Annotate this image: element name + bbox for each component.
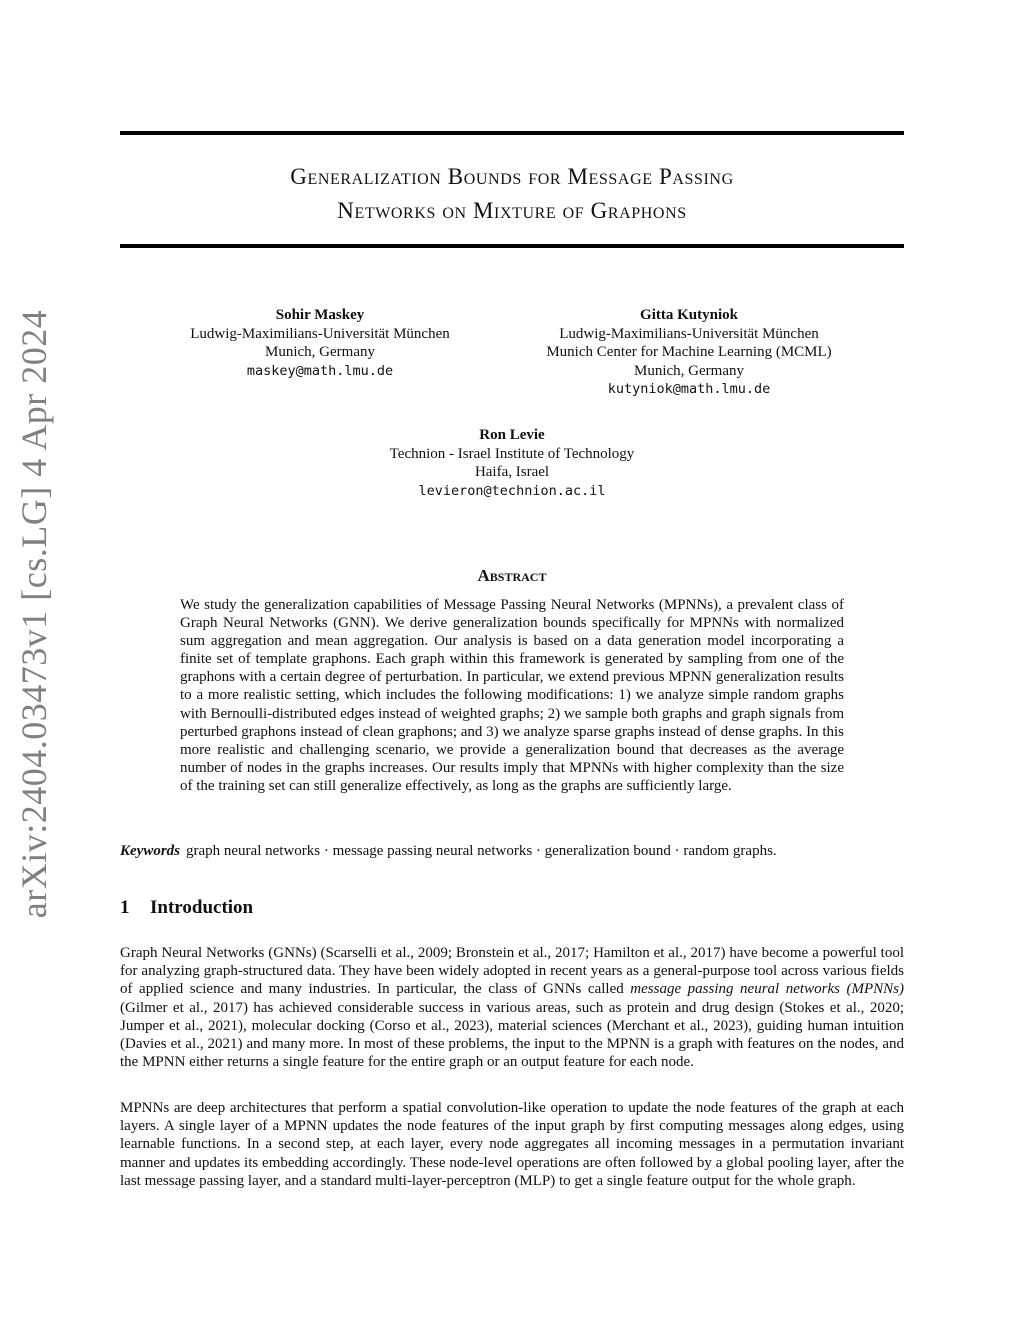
author-affiliation: Ludwig-Maximilians-Universität München <box>559 325 819 342</box>
title-rule-top <box>120 131 904 135</box>
keywords-label: Keywords <box>120 843 180 859</box>
section-heading-introduction <box>120 897 253 919</box>
keywords-text: graph neural networks · message passing neural networks · generalization bound · random graphs. <box>186 843 777 859</box>
arxiv-stamp <box>14 309 55 918</box>
section-title: Introduction <box>150 897 254 918</box>
author-email: kutyniok@math.lmu.de <box>607 381 771 397</box>
author-affiliation: Ludwig-Maximilians-Universität München <box>190 325 450 342</box>
intro-paragraph-2: MPNNs are deep architectures that perform a spatial convolution-like operation to update the node features of the graph at each layers. A single layer of a MPNN updates the node features of the input graph by first computing messages along edges, using learnable functions. In a second step, at each layer, every node aggregates all incoming messages in a permutation invariant manner and updates its embedding accordingly. These node-level operations are often followed by a global pooling layer, after the last message passing layer, and a standard multi-layer-perceptron (MLP) to get a single feature output for the whole graph. <box>120 1100 904 1189</box>
title-line-1: Generalization Bounds for Message Passing <box>290 164 734 189</box>
author-name: Sohir Maskey <box>275 307 365 323</box>
author-location: Haifa, Israel <box>474 464 550 480</box>
author-affiliation: Technion - Israel Institute of Technology <box>389 445 635 462</box>
author-location: Munich, Germany <box>265 344 375 360</box>
author-email: maskey@math.lmu.de <box>246 362 394 379</box>
paper-title <box>120 160 904 228</box>
author-block-levie <box>362 426 662 500</box>
paragraph-emphasis: message passing neural networks (MPNNs) <box>630 981 904 998</box>
paragraph-text: (Gilmer et al., 2017) has achieved considerable success in various areas, such as protein and drug design (Stokes et al., 2020; Jumper et al., 2021), molecular docking (Corso et al., 2023), material sciences (Merchant et al., 2023), guiding human intuition (Davies et al., 2021) and many more. In most of these problems, the input to the MPNN is a graph with features on the nodes, and the MPNN either returns a single feature for the entire graph or an output feature for each node. <box>120 999 904 1071</box>
author-affiliation-2: Munich Center for Machine Learning (MCML) <box>546 344 832 360</box>
author-email: levieron@technion.ac.il <box>418 482 606 499</box>
paragraph-text: Graph Neural Networks (GNNs) (Scarselli et al., 2009; Bronstein et al., 2017; Hamilton et al., 2017) have become a powerful tool for analyzing graph-structured data. They have been widely adopted in recent years as a general-purpose tool across various fields of applied science and many industries. In particular, the class of GNNs called <box>120 945 904 998</box>
arxiv-identifier: arXiv:2404.03473v1 [cs.LG] 4 Apr 2024 <box>14 309 55 918</box>
title-rule-bottom <box>120 244 904 248</box>
author-name: Ron Levie <box>479 427 545 443</box>
abstract-heading: Abstract <box>477 566 547 585</box>
section-number: 1 <box>120 897 130 918</box>
abstract-text: We study the generalization capabilities of Message Passing Neural Networks (MPNNs), a prevalent class of Graph Neural Networks (GNN). We derive generalization bounds specifically for MPNNs with normalized sum aggregation and mean aggregation. Our analysis is based on a data generation model incorporating a finite set of template graphons. Each graph within this framework is generated by sampling from one of the graphons with a certain degree of perturbation. In particular, we extend previous MPNN generalization results to a more realistic setting, which includes the following modifications: 1) we analyze simple random graphs with Bernoulli-distributed edges instead of weighted graphs; 2) we sample both graphs and graph signals from perturbed graphons instead of clean graphons; and 3) we analyze sparse graphs instead of dense graphs. In this more realistic and challenging scenario, we provide a generalization bound that decreases as the average number of nodes in the graphs increases. Our results imply that MPNNs with higher complexity than the size of the training set can still generalize effectively, as long as the graphs are sufficiently large. <box>180 597 844 794</box>
author-name: Gitta Kutyniok <box>640 307 738 323</box>
author-location: Munich, Germany <box>634 362 744 379</box>
keywords <box>120 842 904 860</box>
author-block-kutyniok <box>519 306 859 399</box>
title-line-2: Networks on Mixture of Graphons <box>337 198 687 223</box>
author-block-maskey <box>170 306 470 380</box>
intro-paragraph-1 <box>120 944 904 1071</box>
